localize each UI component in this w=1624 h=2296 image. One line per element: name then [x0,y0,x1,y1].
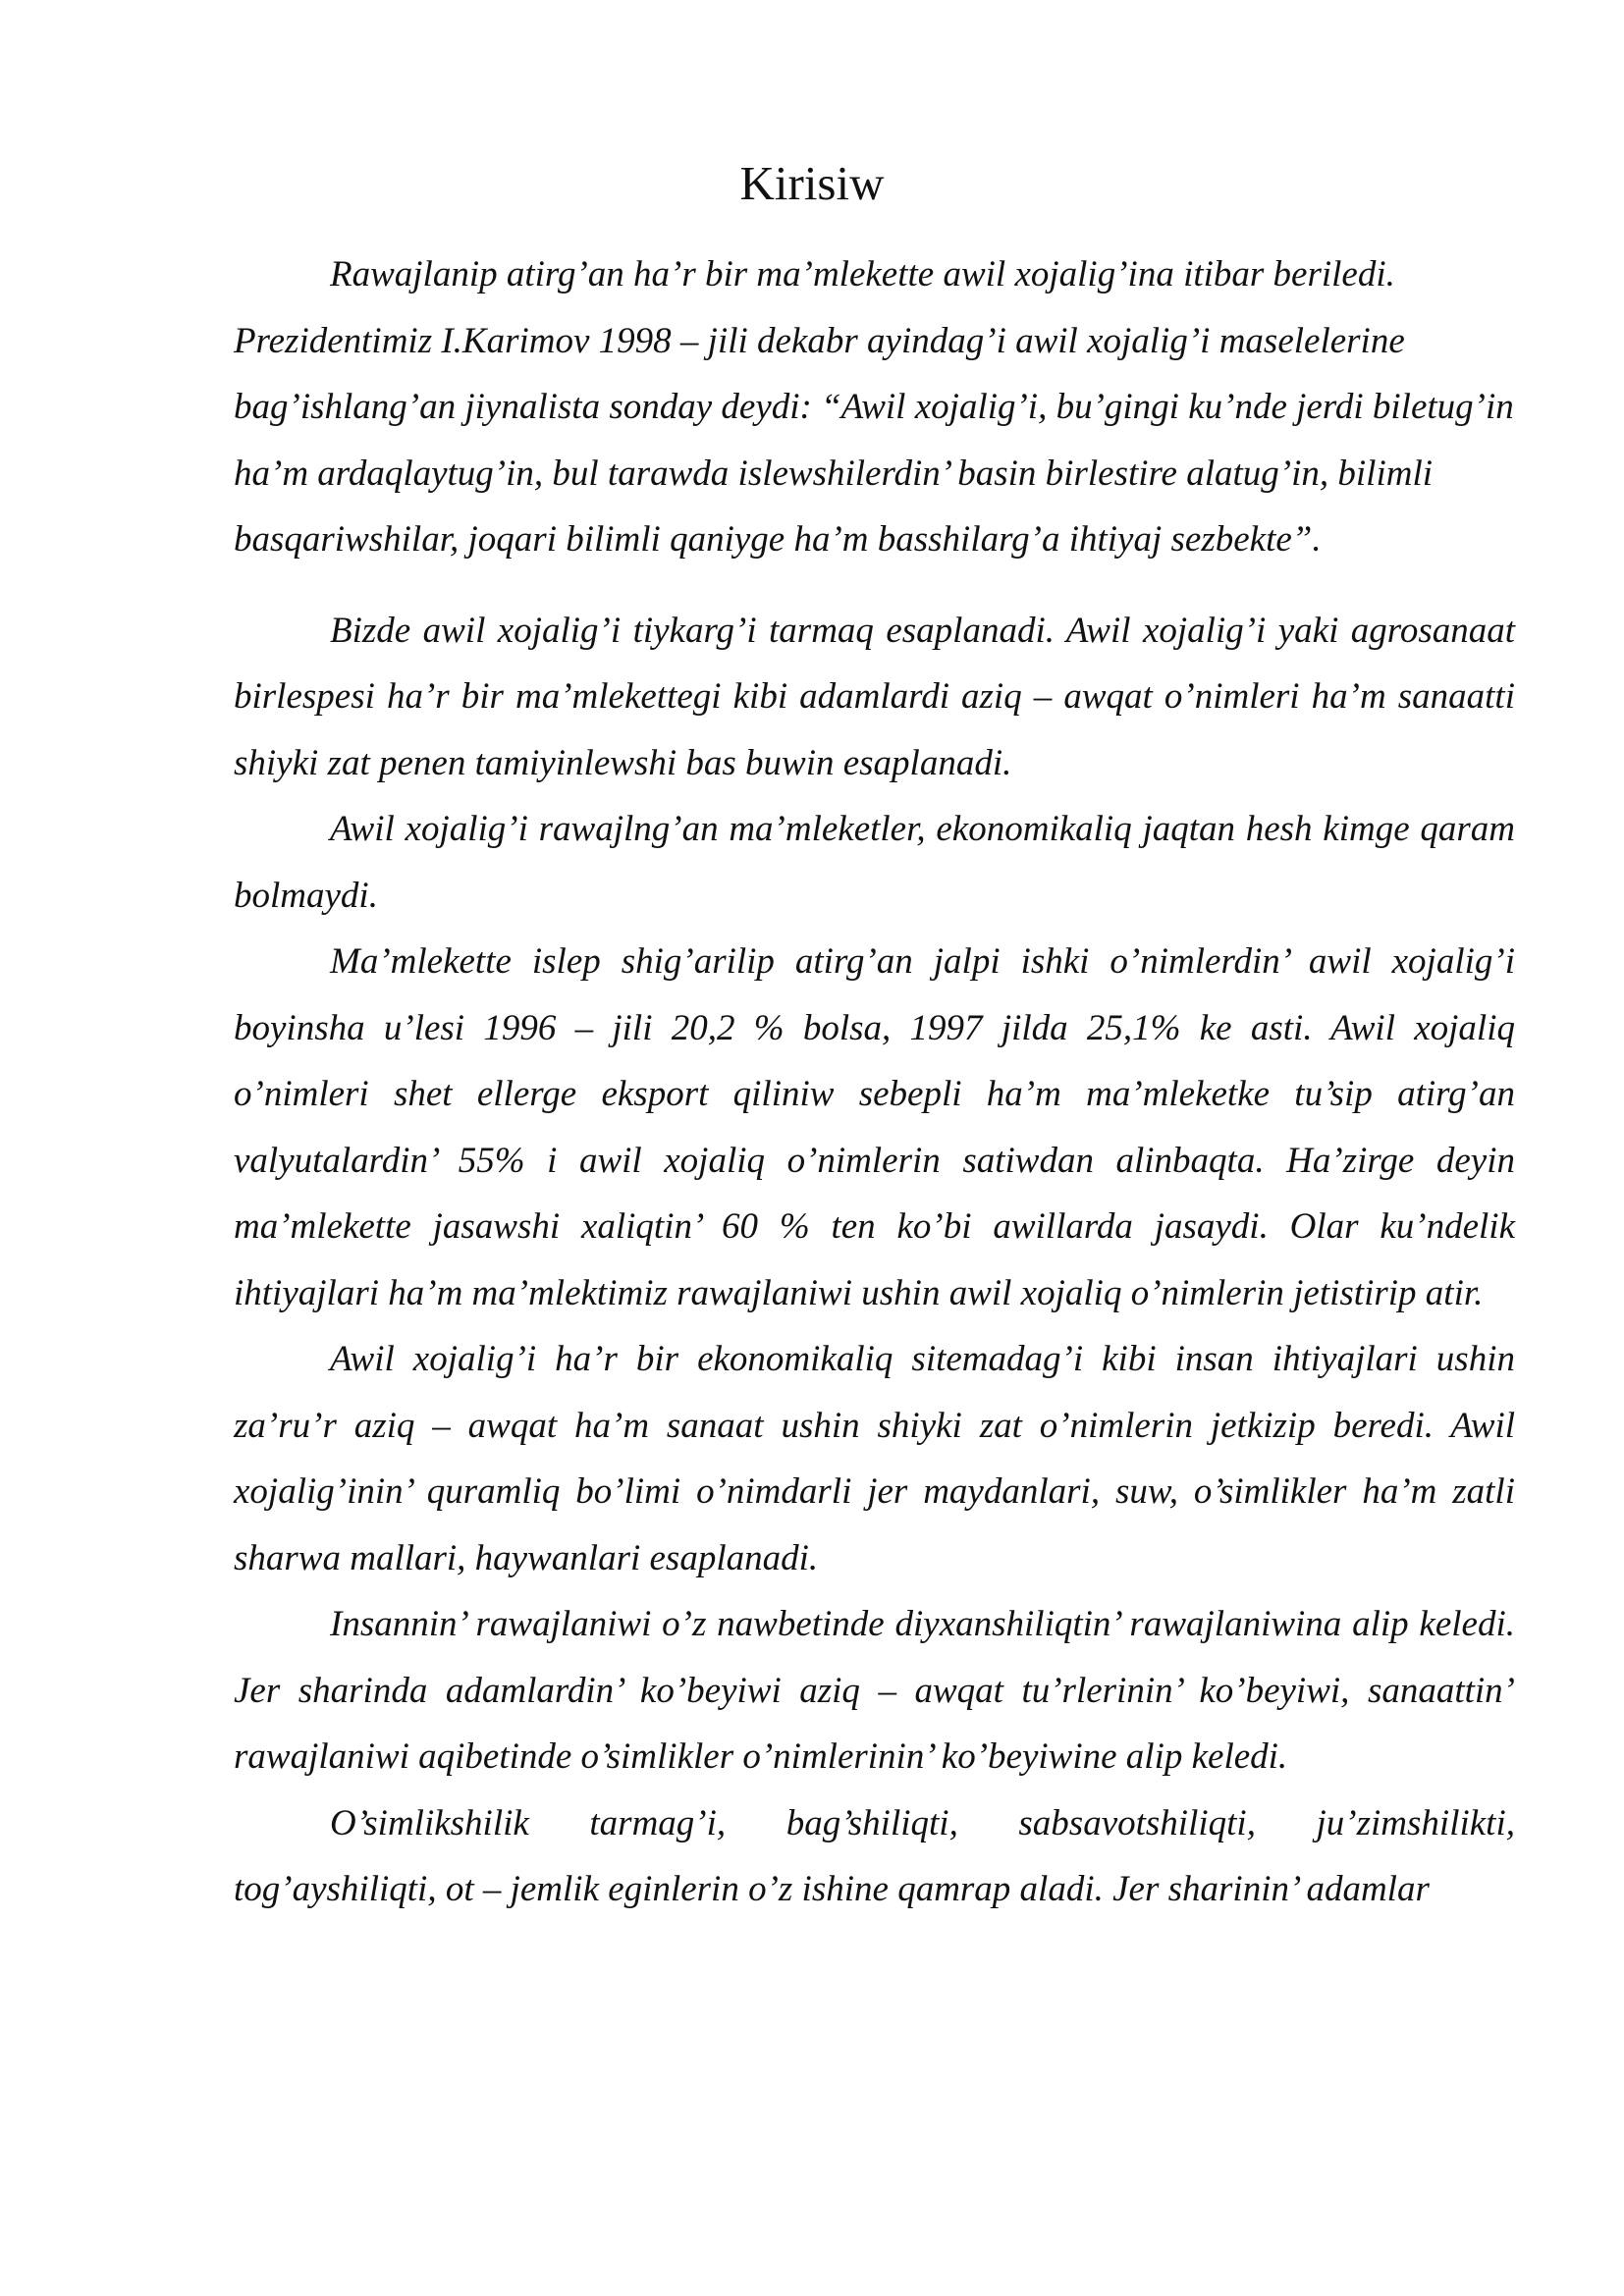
paragraph: Ma’mlekette islep shig’arilip atirg’an jalpi ishki o’nimlerdin’ awil xojalig’i boyinsha u’lesi 1996 – jili 20,2 % bolsa, 1997 jilda 25,1% ke asti. Awil xojaliq o’nimleri shet ellerge eksport qiliniw sebepli ha’m ma’mleketke tu’sip atirg’an valyutalardin’ 55% i awil xojaliq o’nimlerin satiwdan alinbaqta. Ha’zirge deyin ma’mlekette jasawshi xaliqtin’ 60 % ten ko’bi awillarda jasaydi. Olar ku’ndelik ihtiyajlari ha’m ma’mlektimiz rawajlaniwi ushin awil xojaliq o’nimlerin jetistirip atir. [234,941,1515,1313]
paragraph: Awil xojalig’i rawajlng’an ma’mleketler, ekonomikaliq jaqtan hesh kimge qaram bolmaydi. [234,809,1515,916]
document-body [234,241,1515,1923]
paragraph: Rawajlanip atirg’an ha’r bir ma’mlekette awil xojalig’ina itibar beriledi. Prezidentimiz I.Karimov 1998 – jili dekabr ayindag’i awil xojalig’i maselelerine bag’ishlang’an jiynalista sonday deydi: “Awil xojalig’i, bu’gingi ku’nde jerdi biletug’in ha’m ardaqlaytug’in, bul tarawda islewshilerdin’ basin birlestire alatug’in, bilimli basqariwshilar, joqari bilimli qaniyge ha’m basshilarg’a ihtiyaj sezbekte”. [234,254,1514,560]
paragraph: Awil xojalig’i ha’r bir ekonomikaliq sitemadag’i kibi insan ihtiyajlari ushin za’ru’r aziq – awqat ha’m sanaat ushin shiyki zat o’nimlerin jetkizip beredi. Awil xojalig’inin’ quramliq bo’limi o’nimdarli jer maydanlari, suw, o’simlikler ha’m zatli sharwa mallari, haywanlari esaplanadi. [234,1339,1515,1578]
page-title: Kirisiw [739,156,885,210]
paragraph: O’simlikshilik tarmag’i, bag’shiliqti, sabsavotshiliqti, ju’zimshilikti, tog’ayshiliqti, ot – jemlik eginlerin o’z ishine qamrap aladi. Jer sharinin’ adamlar [234,1802,1515,1909]
paragraph: Insannin’ rawajlaniwi o’z nawbetinde diyxanshiliqtin’ rawajlaniwina alip keledi. Jer sharinda adamlardin’ ko’beyiwi aziq – awqat tu’rlerinin’ ko’beyiwi, sanaattin’ rawajlaniwi aqibetinde o’simlikler o’nimlerinin’ ko’beyiwine alip keledi. [234,1604,1515,1777]
paragraph: Bizde awil xojalig’i tiykarg’i tarmaq esaplanadi. Awil xojalig’i yaki agrosanaat birlespesi ha’r bir ma’mlekettegi kibi adamlardi aziq – awqat o’nimleri ha’m sanaatti shiyki zat penen tamiyinlewshi bas buwin esaplanadi. [234,610,1515,783]
